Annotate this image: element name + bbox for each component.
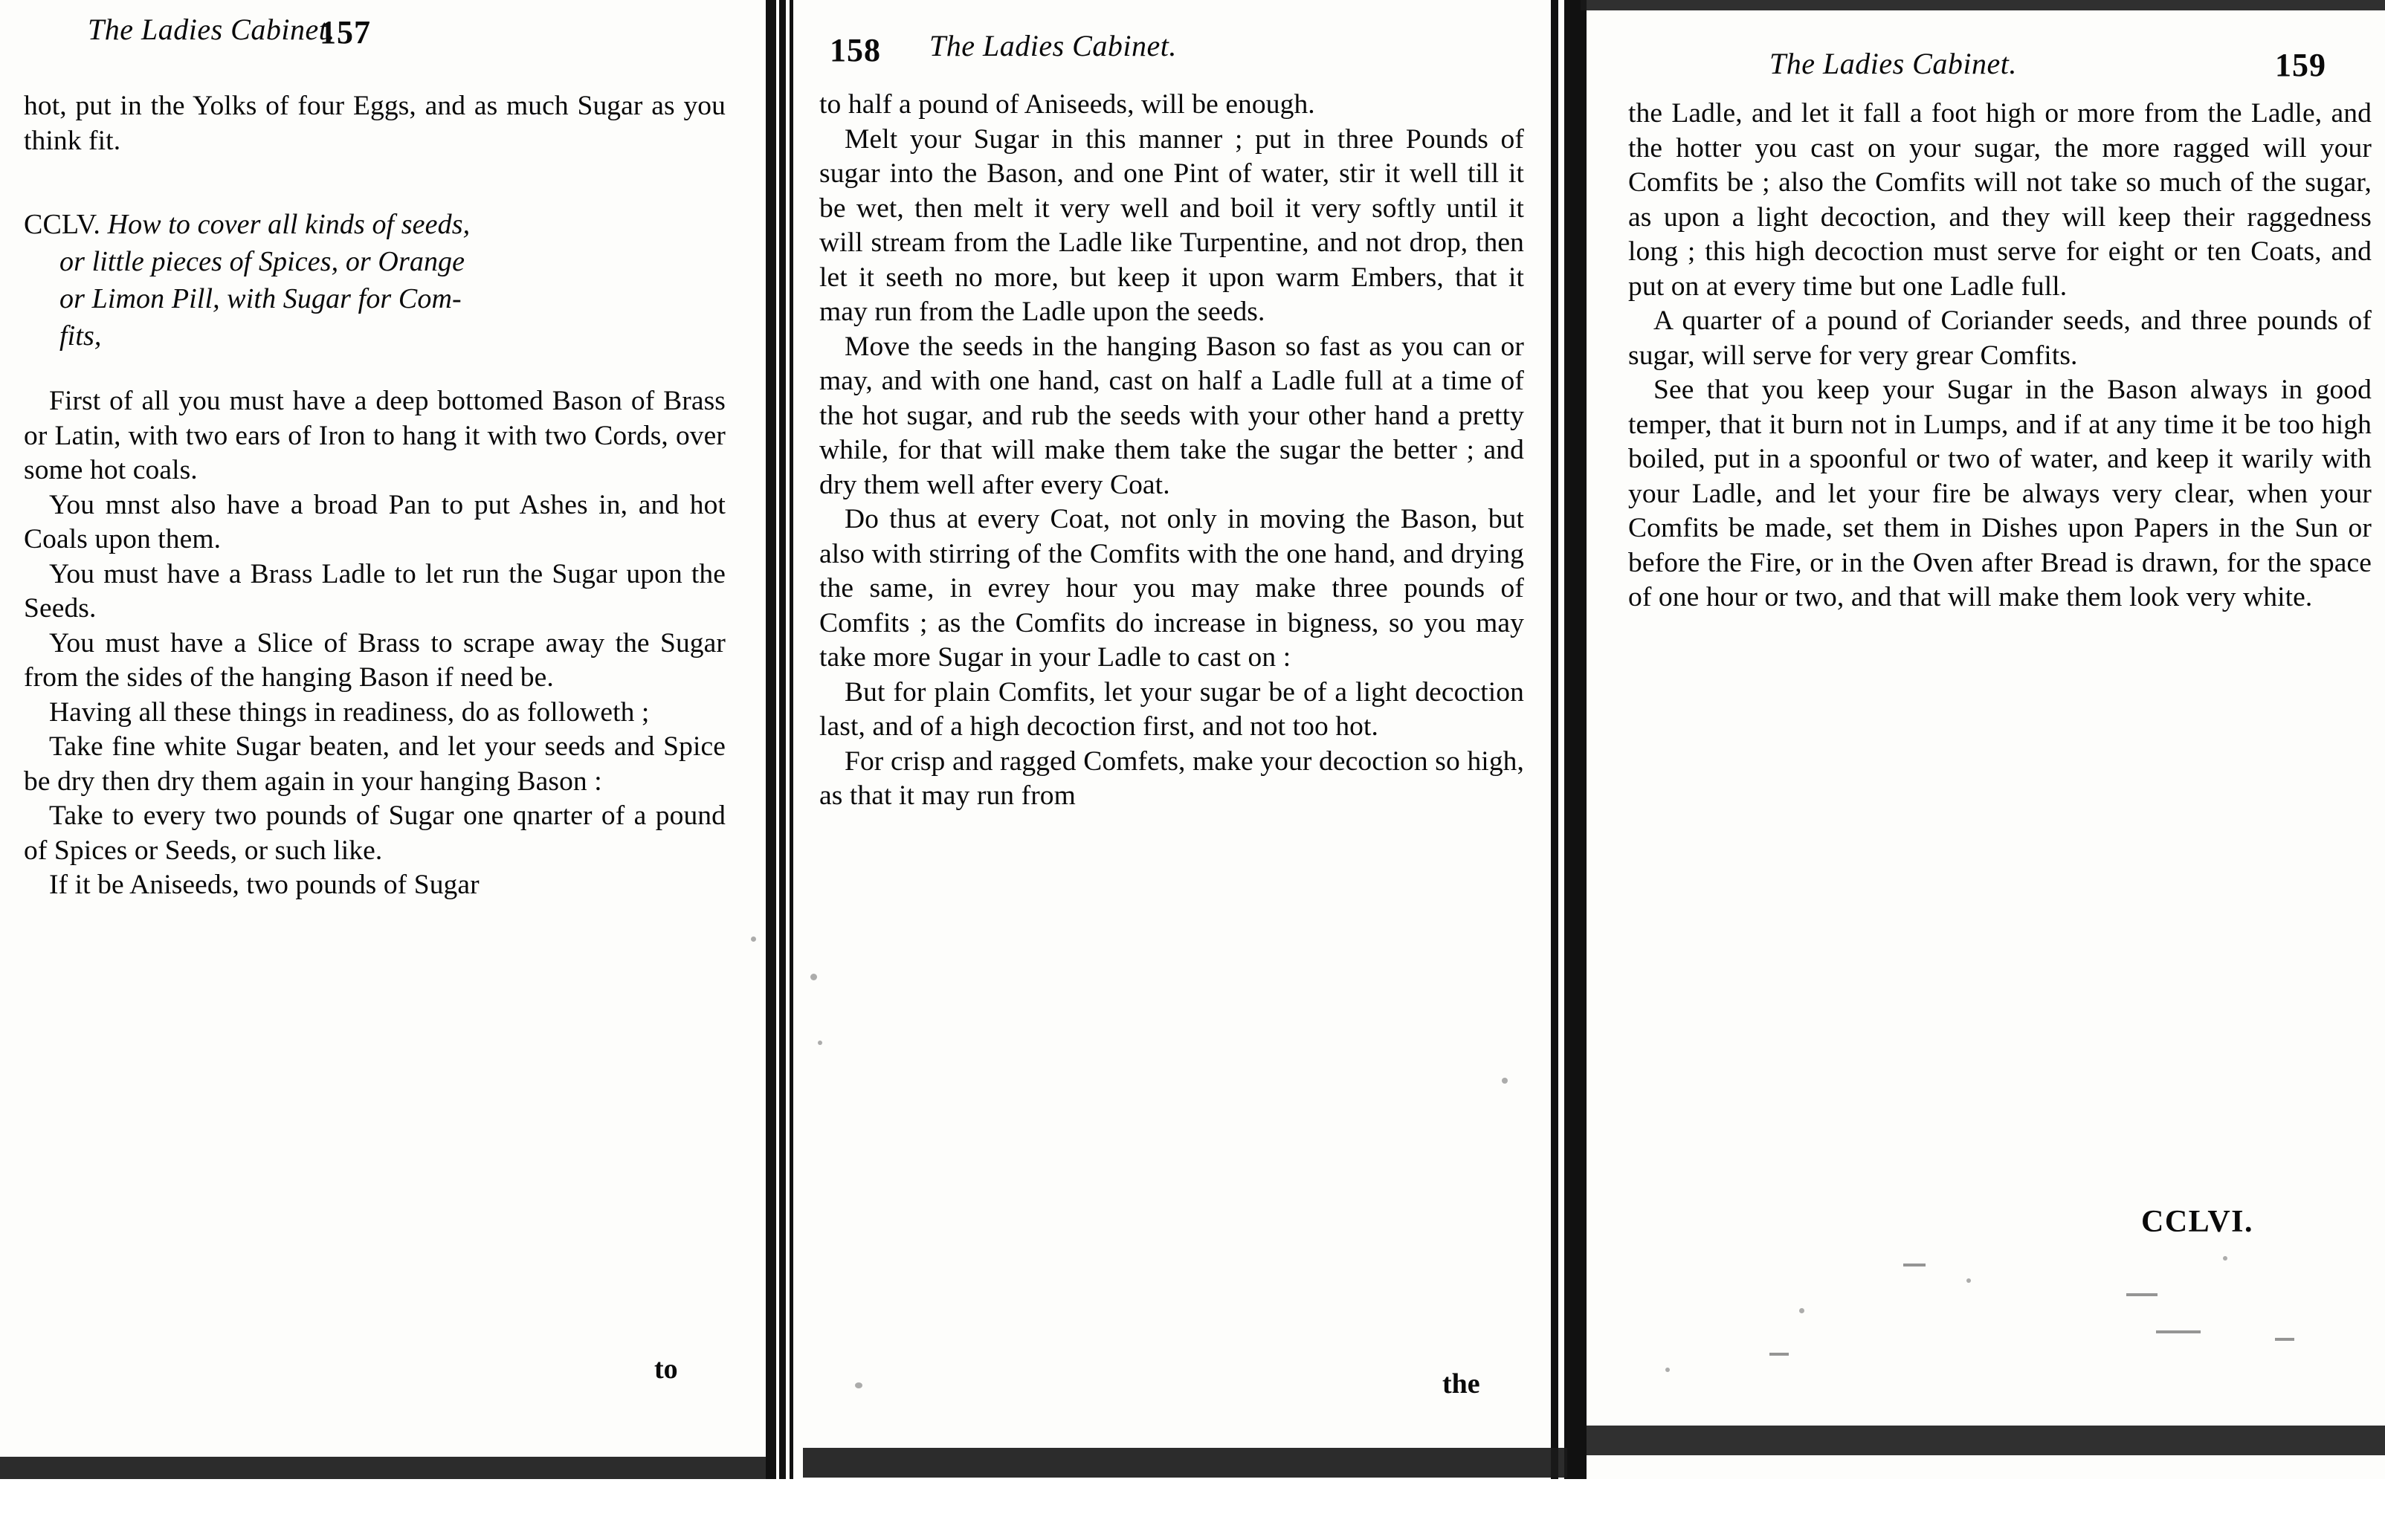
page-edge-shadow-middle [803,1448,1567,1478]
folio-158: 158 [830,32,881,68]
paragraph: to half a pound of Aniseeds, will be enough. [819,89,1315,120]
paragraph: If it be Aniseeds, two pounds of Sugar [49,870,480,900]
section-title-line-1: How to cover all kinds of seeds, [107,209,471,240]
paragraph: Move the seeds in the hanging Bason so fast as you can or may, and with one hand, cast on half a Ladle full at a time of the hot sugar, and rub the seeds with your other hand a pretty while, for that will make them take the sugar the better ; and dry them well after every Coat. [819,331,1524,500]
paragraph: Do thus at every Coat, not only in moving the Bason, but also with stirring of the Comfits with the one hand, and drying the same, in evrey hour you may make three pounds of Comfits ; as the Comfits do increase in bigness, so you may take more Sugar in your Ladle to cast on : [819,504,1524,673]
paragraph: But for plain Comfits, let your sugar be of a light decoction last, and of a high decoction first, and not too hot. [819,676,1524,742]
scan-speck [2223,1256,2227,1261]
paragraph: You must have a Brass Ladle to let run the Sugar upon the Seeds. [24,558,726,624]
page-158 [803,0,1569,1540]
section-heading-cclv [24,206,726,355]
paragraph: A quarter of a pound of Coriander seeds, and three pounds of sugar, will serve for very grear Comfits. [1628,305,2372,371]
running-head-157: The Ladies Cabinet. [88,13,335,46]
folio-159: 159 [2275,47,2326,83]
paragraph: You must have a Slice of Brass to scrape away the Sugar from the sides of the hanging Bason if need be. [24,627,726,693]
scan-speck [855,1382,862,1388]
scan-fleck [2126,1293,2158,1296]
scan-speck [818,1041,822,1045]
column-159 [1628,97,2372,615]
paragraph: Take to every two pounds of Sugar one qnarter of a pound of Spices or Seeds, or such like. [24,800,726,866]
section-title-line-4: fits, [59,320,102,352]
section-title-line-2: or little pieces of Spices, or Orange [59,246,465,277]
scan-fleck [2156,1330,2201,1333]
scan-speck [1502,1078,1508,1084]
binding-gutter-left-inner [779,0,786,1540]
scan-speck [1799,1308,1804,1313]
catchword-158: the [1442,1368,1480,1400]
scan-speck [1966,1278,1971,1283]
column-158 [819,88,1524,814]
page-edge-shadow-right [1587,1426,2385,1455]
scan-speck [751,936,756,942]
column-157 [24,89,726,903]
page-159 [1591,0,2385,1540]
paragraph: For crisp and ragged Comfets, make your decoction so high, as that it may run from [819,745,1524,811]
paragraph: the Ladle, and let it fall a foot high or more from the Ladle, and the hotter you cast on your sugar, the more ragged will your Comfits be ; also the Comfits will not take so much of the sugar, as upon a light decoction, and they will keep their raggedness long ; this high decoction must serve for eight or ten Coats, and put on at every time but one Ladle full. [1628,98,2372,302]
scan-fleck [1903,1264,1926,1266]
binding-gutter-left-edge [790,0,793,1540]
scan-speck [810,974,817,980]
page-157 [0,0,772,1540]
catchword-157: to [654,1353,678,1385]
section-title-line-3: or Limon Pill, with Sugar for Com- [59,283,462,314]
paragraph: hot, put in the Yolks of four Eggs, and as much Sugar as you think fit. [24,91,726,156]
page-bottom-margin [0,1479,2385,1540]
scan-speck [1665,1368,1670,1372]
page-top-shadow-right [1581,0,2385,10]
paragraph: Take fine white Sugar beaten, and let your seeds and Spice be dry then dry them again in your hanging Bason : [24,731,726,797]
running-head-158: The Ladies Cabinet. [929,29,1177,62]
paragraph: Melt your Sugar in this manner ; put in three Pounds of sugar into the Bason, and one Pint of water, stir it well till it be wet, then melt it very well and boil it very softly until it will stream from the Ladle like Turpentine, and not drop, then let it seeth no more, but keep it upon warm Embers, that it may run from the Ladle upon the seeds. [819,123,1524,327]
binding-gutter-right [1564,0,1587,1540]
paragraph: See that you keep your Sugar in the Bason always in good temper, that it burn not in Lumps, and if at any time it be too high boiled, put in a spoonful or two of water, and keep it warily with your Ladle, and let your fire be always very clear, when your Comfits be made, set them in Dishes upon Papers in the Sun or before the Fire, or in the Oven after Bread is drawn, for the space of one hour or two, and that will make them look very white. [1628,375,2372,612]
paragraph: First of all you must have a deep bottomed Bason of Brass or Latin, with two ears of Iron to hang it with two Cords, over some hot coals. [24,386,726,485]
paragraph: You mnst also have a broad Pan to put Ashes in, and hot Coals upon them. [24,489,726,554]
section-signature-cclvi: CCLVI. [2141,1205,2253,1239]
binding-gutter-right-inner [1551,0,1558,1540]
scan-fleck [2275,1338,2294,1341]
paragraph: Having all these things in readiness, do as followeth ; [49,696,650,728]
section-number: CCLV. [24,209,100,240]
scan-fleck [1769,1353,1789,1356]
running-head-159: The Ladies Cabinet. [1769,47,2017,80]
binding-gutter-left [766,0,776,1540]
folio-157: 157 [320,14,371,51]
